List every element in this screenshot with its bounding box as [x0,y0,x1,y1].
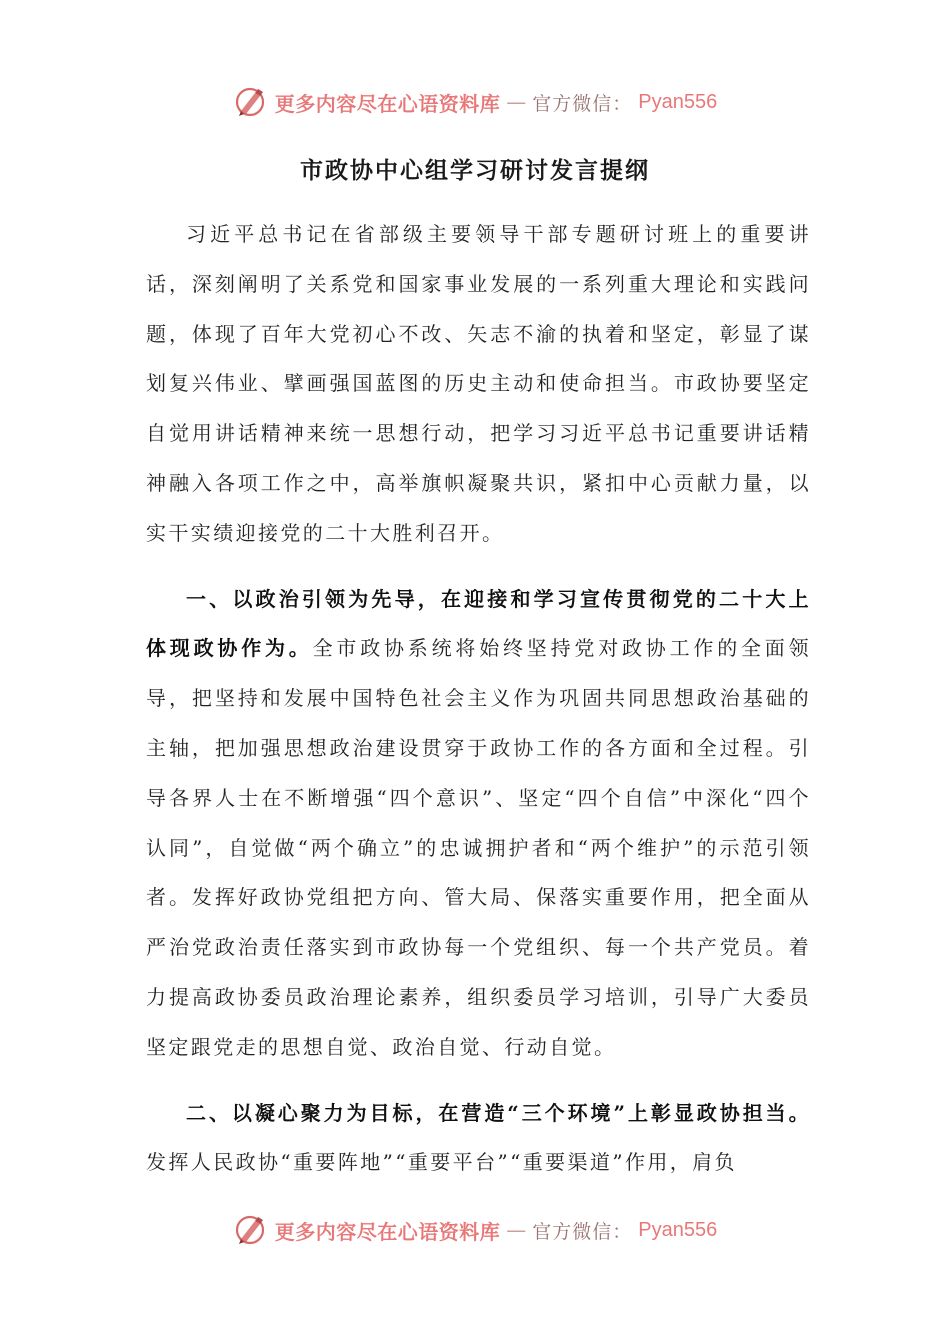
document-title: 市政协中心组学习研讨发言提纲 [300,157,650,184]
section-1-text: 全市政协系统将始终坚持党对政协工作的全面领导，把坚持和发展中国特色社会主义作为巩固共同思想政治基础的主轴，把加强思想政治建设贯穿于政协工作的各方面和全过程。引导各界人士在不断增强“四个意识”、坚定“四个自信”中深化“四个认同”，自觉做“两个确立”的忠诚拥护者和“两个维护”的示范引领者。发挥好政协党组把方向、管大局、保落实重要作用，把全面从严治党政治责任落实到市政协每一个党组织、每一个共产党员。着力提高政协委员政治理论素养，组织委员学习培训，引导广大委员坚定跟党走的思想自觉、政治自觉、行动自觉。 [146,636,811,1059]
section-2-text: 发挥人民政协“重要阵地”“重要平台”“重要渠道”作用，肩负 [146,1150,737,1175]
pen-logo-icon [233,1212,269,1248]
watermark-wechat-id: Pyan556 [638,1218,718,1241]
section-1-heading: 一、以政治引领为先导，在迎接和学习宣传贯彻党的二十大上体现政协作为。 [146,586,811,661]
watermark-separator: — [506,1218,527,1242]
watermark-main-text: 更多内容尽在心语资料库 [274,1219,501,1244]
paragraph-intro [146,210,811,559]
watermark-main-text: 更多内容尽在心语资料库 [274,91,501,116]
paragraph-text: 习近平总书记在省部级主要领导干部专题研讨班上的重要讲话，深刻阐明了关系党和国家事业发展的一系列重大理论和实践问题，体现了百年大党初心不改、矢志不渝的执着和坚定，彰显了谋划复兴伟业、擘画强国蓝图的历史主动和使命担当。市政协要坚定自觉用讲话精神来统一思想行动，把学习习近平总书记重要讲话精神融入各项工作之中，高举旗帜凝聚共识，紧扣中心贡献力量，以实干实绩迎接党的二十大胜利召开。 [146,222,811,545]
paragraph-section-2 [146,1089,811,1189]
document-body [146,210,811,1188]
footer-watermark [0,1210,950,1250]
pen-logo-icon [233,84,269,120]
section-2-heading: 二、以凝心聚力为目标，在营造“三个环境”上彰显政协担当。 [186,1100,811,1125]
header-watermark [0,82,950,122]
watermark-separator: — [506,90,527,114]
watermark-label: 官方微信： [532,92,633,115]
watermark-label: 官方微信： [532,1220,633,1243]
watermark-wechat-id: Pyan556 [638,90,718,113]
paragraph-section-1 [146,575,811,1073]
